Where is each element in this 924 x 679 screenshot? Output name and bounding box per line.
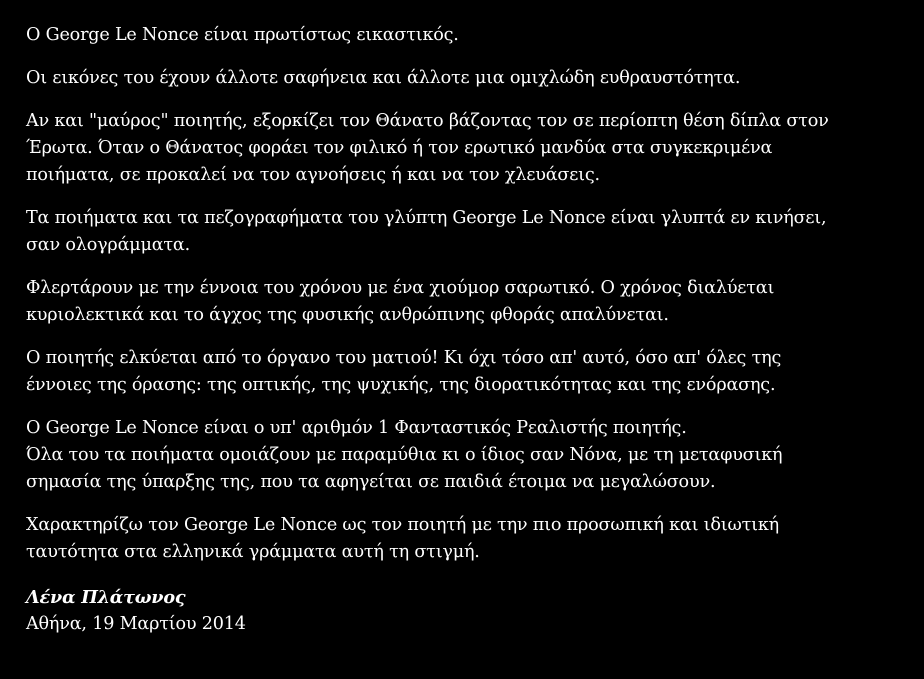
text-line: έννοιες της όρασης: της οπτικής, της ψυχικής, της διορατικότητας και της ενόρασης. bbox=[26, 375, 776, 395]
text-line: Όλα του τα ποιήματα ομοιάζουν με παραμύθια κι ο ίδιος σαν Νόνα, με τη μεταφυσική bbox=[26, 445, 783, 465]
text-line: Χαρακτηρίζω τον George Le Nonce ως τον ποιητή με την πιο προσωπική και ιδιωτική bbox=[26, 515, 779, 535]
paragraph-4 bbox=[26, 205, 916, 259]
text-line: Ο ποιητής ελκύεται από το όργανο του ματιού! Κι όχι τόσο απ' αυτό, όσο απ' όλες της bbox=[26, 348, 782, 368]
signature-block bbox=[26, 584, 916, 638]
author-name: Λένα Πλάτωνος bbox=[26, 587, 186, 608]
paragraph-3 bbox=[26, 108, 916, 189]
document-body bbox=[26, 22, 916, 638]
place-date: Αθήνα, 19 Μαρτίου 2014 bbox=[26, 614, 246, 634]
text-line: ταυτότητα στα ελληνικά γράμματα αυτή τη στιγμή. bbox=[26, 542, 480, 562]
text-line: σαν ολογράμματα. bbox=[26, 235, 191, 255]
text-line: σημασία της ύπαρξης της, που τα αφηγείται σε παιδιά έτοιμα να μεγαλώσουν. bbox=[26, 472, 716, 492]
paragraph-5 bbox=[26, 275, 916, 329]
text-line: Έρωτα. Όταν ο Θάνατος φοράει τον φιλικό ή τον ερωτικό μανδύα στα συγκεκριμένα bbox=[26, 138, 773, 158]
paragraph-8 bbox=[26, 512, 916, 566]
text-line: Ο George Le Nonce είναι πρωτίστως εικαστικός. bbox=[26, 25, 459, 45]
text-line: ποιήματα, σε προκαλεί να τον αγνοήσεις ή και να τον χλευάσεις. bbox=[26, 165, 600, 185]
text-line: Οι εικόνες του έχουν άλλοτε σαφήνεια και άλλοτε μια ομιχλώδη ευθραυστότητα. bbox=[26, 68, 741, 88]
text-line: Φλερτάρουν με την έννοια του χρόνου με ένα χιούμορ σαρωτικό. Ο χρόνος διαλύεται bbox=[26, 278, 775, 298]
text-line: Ο George Le Nonce είναι ο υπ' αριθμόν 1 Φανταστικός Ρεαλιστής ποιητής. bbox=[26, 418, 687, 438]
paragraph-7 bbox=[26, 415, 916, 496]
text-line: Τα ποιήματα και τα πεζογραφήματα του γλύπτη George Le Nonce είναι γλυπτά εν κινήσει, bbox=[26, 208, 827, 228]
text-line: κυριολεκτικά και το άγχος της φυσικής ανθρώπινης φθοράς απαλύνεται. bbox=[26, 305, 669, 325]
paragraph-6 bbox=[26, 345, 916, 399]
paragraph-2 bbox=[26, 65, 916, 92]
text-line: Αν και "μαύρος" ποιητής, εξορκίζει τον Θάνατο βάζοντας τον σε περίοπτη θέση δίπλα στον bbox=[26, 111, 829, 131]
paragraph-1 bbox=[26, 22, 916, 49]
